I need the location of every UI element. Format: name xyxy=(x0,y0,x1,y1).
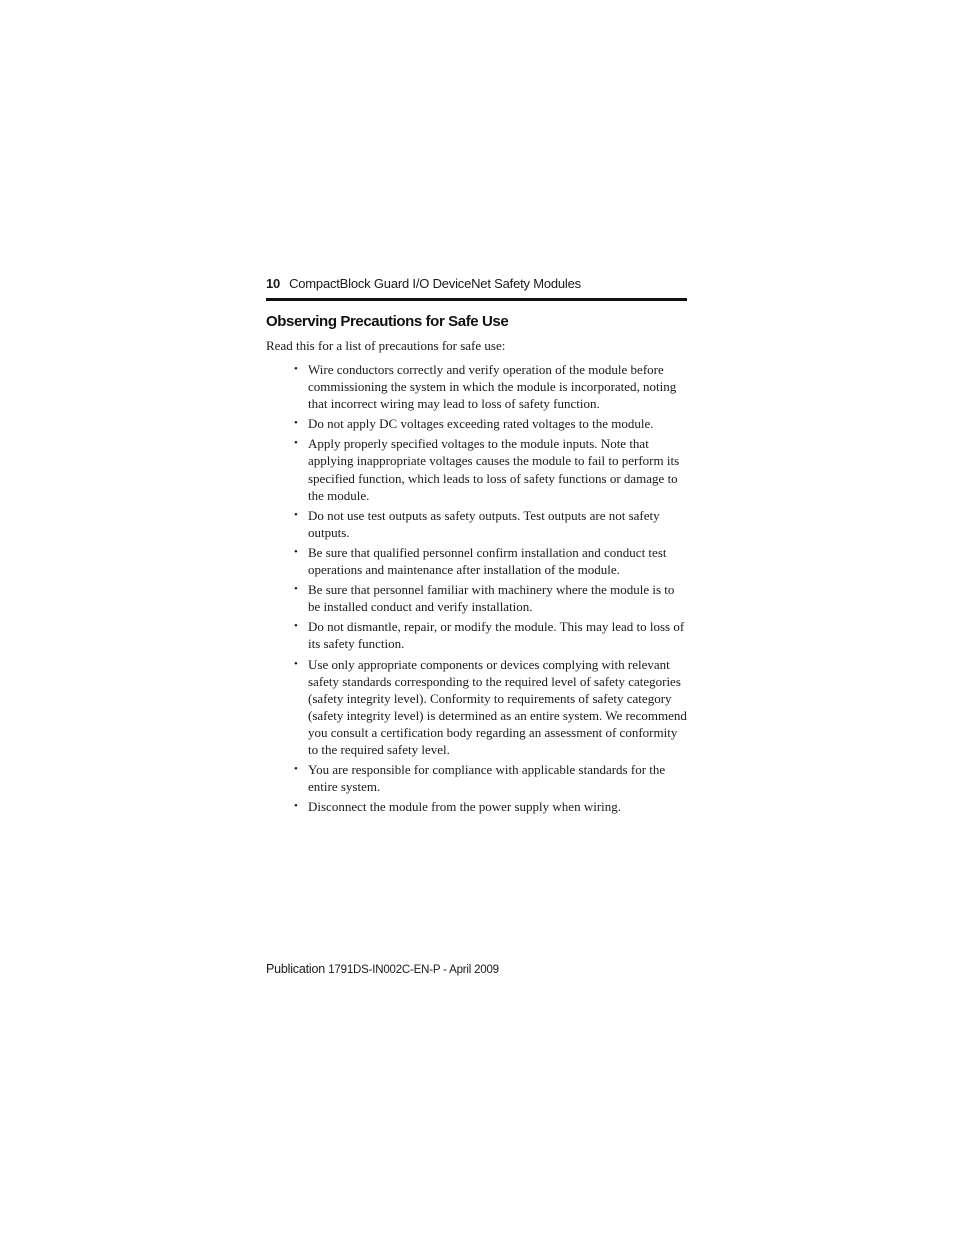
list-item xyxy=(294,544,688,578)
list-item-text: Wire conductors correctly and verify operation of the module before commissioning the system in which the module is incorporated, noting that incorrect wiring may lead to loss of safety function. xyxy=(308,362,677,412)
publication-id: 1791DS-IN002C-EN-P - April 2009 xyxy=(328,964,499,976)
precautions-list xyxy=(294,361,688,818)
list-item xyxy=(294,656,688,759)
header-rule xyxy=(266,298,687,301)
bullet-icon: • xyxy=(294,583,298,596)
list-item-text: You are responsible for compliance with applicable standards for the entire system. xyxy=(308,762,666,795)
bullet-icon: • xyxy=(294,363,298,375)
list-item-text: Disconnect the module from the power supply when wiring. xyxy=(308,799,622,815)
page-number: 10 xyxy=(266,276,281,291)
list-item xyxy=(294,581,688,615)
bullet-icon: • xyxy=(294,545,298,558)
list-item xyxy=(294,761,688,795)
list-item xyxy=(294,435,688,503)
bullet-icon: • xyxy=(294,437,298,450)
list-item xyxy=(294,415,688,432)
bullet-icon: • xyxy=(294,800,298,813)
publication-footer xyxy=(266,962,499,976)
list-item-text: Apply properly specified voltages to the module inputs. Note that applying inappropriate voltages causes the module to fail to perform its specified function, which leads to loss of safety functions or damage to the module. xyxy=(308,436,680,503)
list-item xyxy=(294,618,688,652)
list-item-text: Be sure that personnel familiar with machinery where the module is to be installed conduct and verify installation. xyxy=(308,582,675,615)
list-item-text: Do not dismantle, repair, or modify the module. This may lead to loss of its safety function. xyxy=(308,619,685,652)
list-item xyxy=(294,361,688,412)
section-title: Observing Precautions for Safe Use xyxy=(266,313,509,330)
list-item-text: Use only appropriate components or devices complying with relevant safety standards corresponding to the required level of safety categories (safety integrity level). Conformity to requirements of safety category (safety integrity level) is determined as an entire system. We recommend you consult a certification body regarding an assessment of conformity to the required safety level. xyxy=(308,656,687,757)
running-header xyxy=(266,276,581,291)
list-item xyxy=(294,507,688,541)
list-item-text: Do not use test outputs as safety outputs. Test outputs are not safety outputs. xyxy=(308,507,660,540)
header-title: CompactBlock Guard I/O DeviceNet Safety Modules xyxy=(289,276,581,291)
list-item-text: Do not apply DC voltages exceeding rated voltages to the module. xyxy=(308,416,654,432)
bullet-icon: • xyxy=(294,620,298,633)
footer-label: Publication xyxy=(266,962,325,976)
list-item xyxy=(294,798,688,815)
bullet-icon: • xyxy=(294,763,298,776)
bullet-icon: • xyxy=(294,417,298,430)
bullet-icon: • xyxy=(294,508,298,521)
list-item-text: Be sure that qualified personnel confirm installation and conduct test operations and maintenance after installation of the module. xyxy=(308,544,667,578)
bullet-icon: • xyxy=(294,657,298,670)
section-intro: Read this for a list of precautions for safe use: xyxy=(266,338,506,353)
